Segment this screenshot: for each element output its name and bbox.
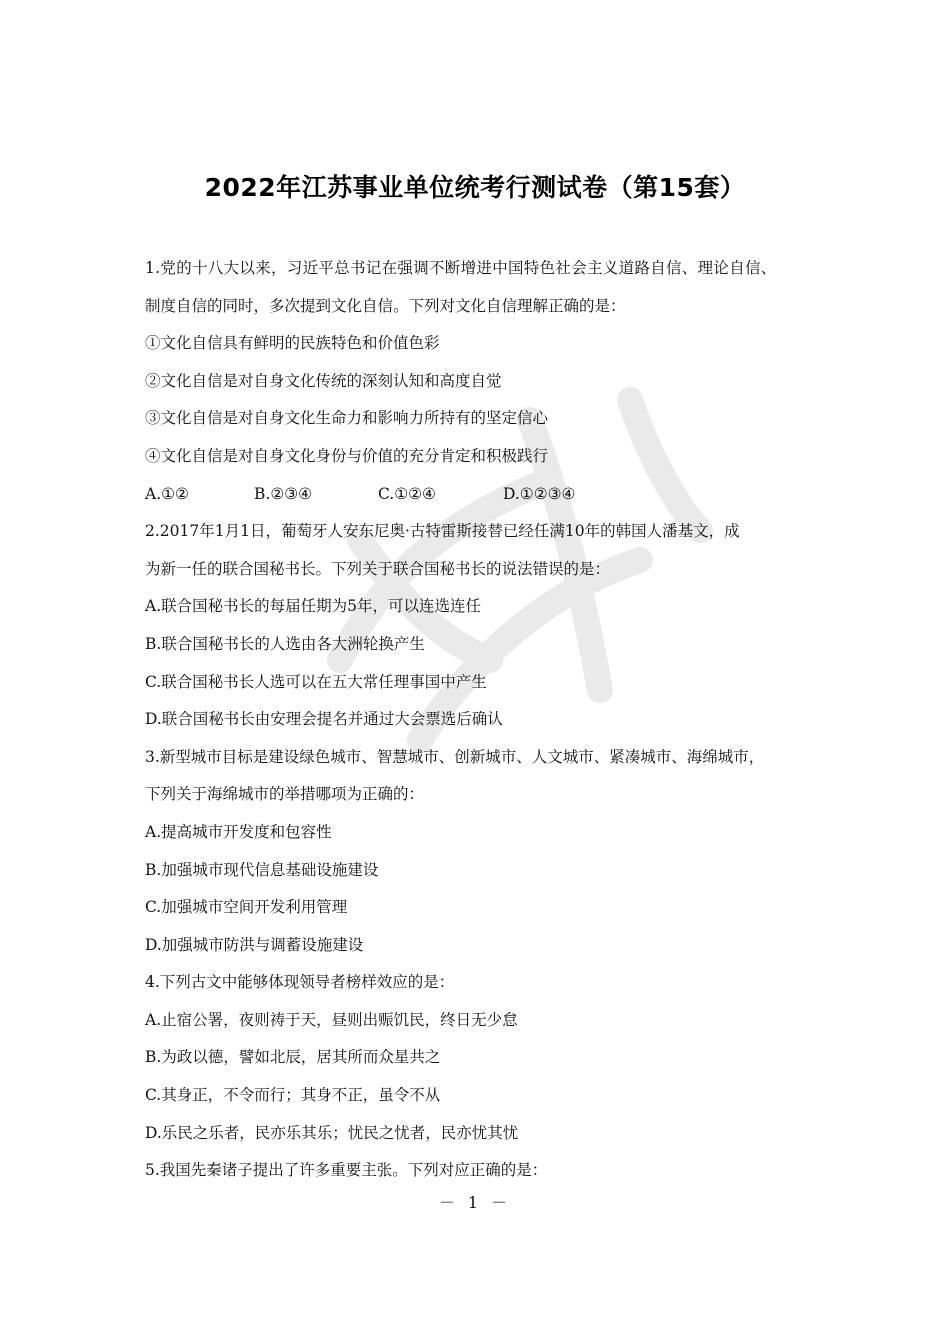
option-d: D.乐民之乐者，民亦乐其乐；忧民之忧者，民亦忧其忧 [145, 1123, 519, 1142]
question-list [145, 250, 825, 1190]
statement-item: ③文化自信是对自身文化生命力和影响力所持有的坚定信心 [145, 409, 549, 428]
document-title: 2022年江苏事业单位统考行测试卷（第15套） [204, 173, 746, 202]
question-text-line: 制度自信的同时，多次提到文化自信。下列对文化自信理解正确的是： [145, 296, 626, 315]
question-text-line: 2.2017年1月1日，葡萄牙人安东尼奥·古特雷斯接替已经任满10年的韩国人潘基文，成 [145, 522, 740, 541]
option-b: B.联合国秘书长的人选由各大洲轮换产生 [145, 634, 425, 653]
question-1 [145, 250, 825, 513]
option-a: A.止宿公署，夜则祷于天，昼则出赈饥民，终日无少怠 [145, 1010, 518, 1029]
statement-item: ②文化自信是对自身文化传统的深刻认知和高度自觉 [145, 371, 502, 390]
option-d: D.加强城市防洪与调蓄设施建设 [145, 935, 364, 954]
question-text-line: 1.党的十八大以来，习近平总书记在强调不断增进中国特色社会主义道路自信、理论自信、 [145, 259, 777, 277]
question-text-line: 下列关于海绵城市的举措哪项为正确的： [145, 785, 425, 804]
question-5 [145, 1152, 825, 1190]
option-c: C.加强城市空间开发利用管理 [145, 898, 348, 917]
question-text-line: 5.我国先秦诸子提出了许多重要主张。下列对应正确的是： [145, 1161, 548, 1180]
question-text-line: 4.下列古文中能够体现领导者榜样效应的是： [145, 973, 455, 992]
page-number: － 1 － [438, 1193, 512, 1212]
option-c: C.其身正，不令而行；其身不正，虽令不从 [145, 1086, 441, 1105]
question-4 [145, 964, 825, 1152]
option-d: D.①②③④ [503, 484, 576, 503]
question-text-line: 3.新型城市目标是建设绿色城市、智慧城市、创新城市、人文城市、紧凑城市、海绵城市， [145, 747, 765, 766]
option-b: B.为政以德，譬如北辰，居其所而众星共之 [145, 1048, 441, 1067]
question-2 [145, 513, 825, 739]
option-a: A.联合国秘书长的每届任期为5年，可以连选连任 [145, 597, 481, 616]
option-c: C.联合国秘书长人选可以在五大常任理事国中产生 [145, 672, 487, 691]
option-a: A.提高城市开发度和包容性 [145, 822, 332, 841]
statement-item: ④文化自信是对自身文化身份与价值的充分肯定和积极践行 [145, 446, 549, 465]
option-c: C.①②④ [378, 484, 436, 503]
statement-item: ①文化自信具有鲜明的民族特色和价值色彩 [145, 334, 440, 353]
option-b: B.②③④ [254, 484, 313, 503]
question-3 [145, 739, 825, 965]
option-a: A.①② [145, 484, 189, 503]
question-text-line: 为新一任的联合国秘书长。下列关于联合国秘书长的说法错误的是： [145, 559, 611, 578]
options-row [145, 476, 825, 514]
option-d: D.联合国秘书长由安理会提名并通过大会票选后确认 [145, 710, 503, 729]
option-b: B.加强城市现代信息基础设施建设 [145, 860, 379, 879]
